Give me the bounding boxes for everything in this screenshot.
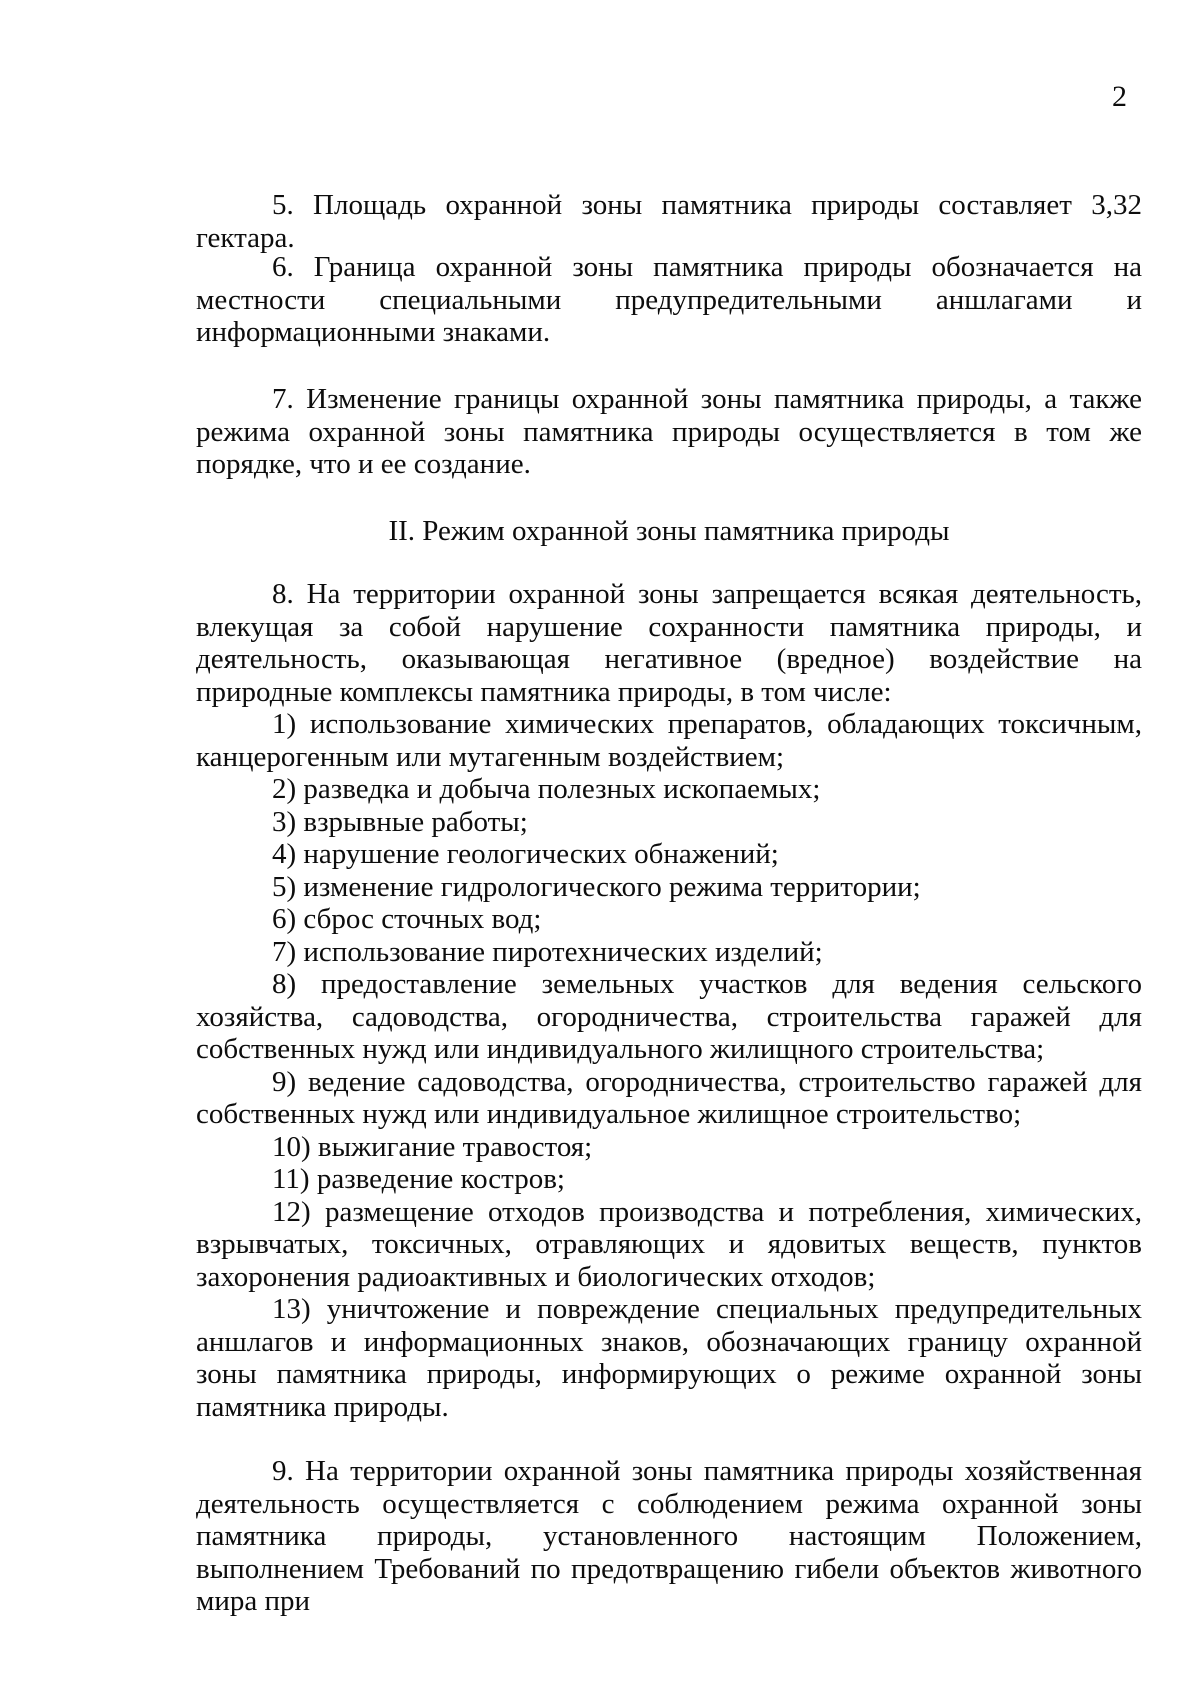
list-item: 12) размещение отходов производства и потребления, химических, взрывчатых, токсичных, отравляющих и ядовитых веществ, пунктов захоронения радиоактивных и биологических отходов;	[196, 1195, 1142, 1293]
list-item: 10) выжигание травостоя;	[272, 1130, 593, 1163]
paragraph-8	[196, 578, 1142, 1423]
list-item: 2) разведка и добыча полезных ископаемых;	[272, 773, 821, 805]
list-item: 5) изменение гидрологического режима территории;	[272, 870, 921, 903]
paragraph-7-text: 7. Изменение границы охранной зоны памятника природы, а также режима охранной зоны памятника природы осуществляется в том же порядке, что и ее создание.	[196, 383, 1142, 480]
paragraph-5-text: 5. Площадь охранной зоны памятника природы составляет 3,32 гектара.	[196, 189, 1142, 254]
list-item: 8) предоставление земельных участков для ведения сельского хозяйства, садоводства, огородничества, строительства гаражей для собственных нужд или индивидуального жилищного строительства;	[196, 968, 1142, 1065]
paragraph-5	[196, 189, 1142, 254]
paragraph-9-text: 9. На территории охранной зоны памятника природы хозяйственная деятельность осуществляется с соблюдением режима охранной зоны памятника природы, установленного настоящим Положением, выполнением Требований по предотвращению гибели объектов животного мира при	[196, 1455, 1142, 1617]
paragraph-6-text: 6. Граница охранной зоны памятника природы обозначается на местности специальными предупредительными аншлагами и информационными знаками.	[196, 251, 1142, 348]
list-item: 13) уничтожение и повреждение специальных предупредительных аншлагов и информационных знаков, обозначающих границу охранной зоны памятника природы, информирующих о режиме охранной зоны памятника природы.	[196, 1293, 1142, 1423]
paragraph-7	[196, 383, 1142, 481]
list-item: 4) нарушение геологических обнажений;	[272, 838, 779, 870]
list-item: 9) ведение садоводства, огородничества, строительство гаражей для собственных нужд или индивидуальное жилищное строительство;	[196, 1065, 1142, 1130]
paragraph-6	[196, 251, 1142, 349]
paragraph-8-intro: 8. На территории охранной зоны запрещается всякая деятельность, влекущая за собой нарушение сохранности памятника природы, и деятельность, оказывающая негативное (вредное) воздействие на природные комплексы памятника природы, в том числе:	[196, 578, 1142, 708]
list-item: 3) взрывные работы;	[272, 805, 528, 838]
list-item: 7) использование пиротехнических изделий;	[272, 935, 823, 968]
page-number: 2	[1112, 80, 1127, 113]
paragraph-9	[196, 1455, 1142, 1618]
list-item: 1) использование химических препаратов, обладающих токсичным, канцерогенным или мутагенным воздействием;	[196, 708, 1142, 773]
list-item: 11) разведение костров;	[272, 1163, 565, 1195]
section-heading: II. Режим охранной зоны памятника природы	[388, 515, 950, 547]
list-item: 6) сброс сточных вод;	[272, 903, 542, 935]
